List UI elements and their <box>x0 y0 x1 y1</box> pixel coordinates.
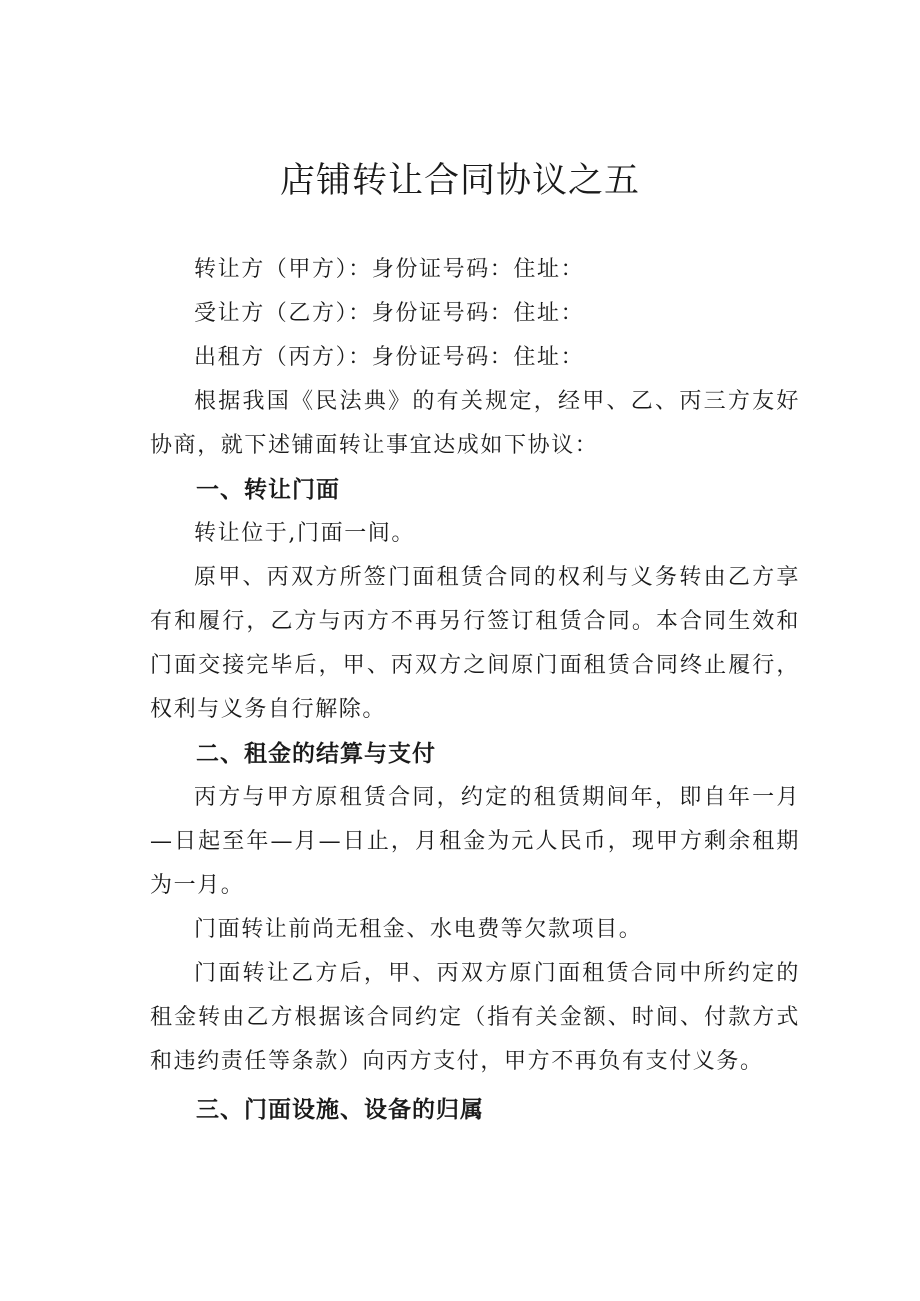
document-body <box>150 248 800 1132</box>
party-line-transferee: 受让方（乙方）：身份证号码：住址： <box>194 301 585 326</box>
section-paragraph: 原甲、丙双方所签门面租赁合同的权利与义务转由乙方享有和履行，乙方与丙方不再另行签订租赁合同。本合同生效和门面交接完毕后，甲、丙双方之间原门面租赁合同终止履行，权利与义务自行解除。 <box>150 565 800 722</box>
section-heading-rent-settlement: 二、租金的结算与支付 <box>196 741 436 767</box>
document-title: 店铺转让合同协议之五 <box>279 161 640 201</box>
party-line-lessor: 出租方（丙方）：身份证号码：住址： <box>194 345 585 370</box>
party-line-transferor: 转让方（甲方）：身份证号码：住址： <box>194 257 585 282</box>
section-paragraph: 转让位于,门面一间。 <box>194 521 415 546</box>
section-heading-transfer-storefront: 一、转让门面 <box>196 477 340 503</box>
section-paragraph: 门面转让前尚无租金、水电费等欠款项目。 <box>194 917 643 942</box>
section-paragraph: 门面转让乙方后，甲、丙双方原门面租赁合同中所约定的租金转由乙方根据该合同约定（指有关金额、时间、付款方式和违约责任等条款）向丙方支付，甲方不再负有支付义务。 <box>150 961 800 1074</box>
section-heading-facilities-ownership: 三、门面设施、设备的归属 <box>196 1097 484 1123</box>
preamble-paragraph: 根据我国《民法典》的有关规定，经甲、乙、丙三方友好协商，就下述铺面转让事宜达成如下协议： <box>150 389 800 458</box>
section-paragraph: 丙方与甲方原租赁合同，约定的租赁期间年，即自年一月—日起至年—月—日止，月租金为元人民币，现甲方剩余租期为一月。 <box>150 785 800 898</box>
